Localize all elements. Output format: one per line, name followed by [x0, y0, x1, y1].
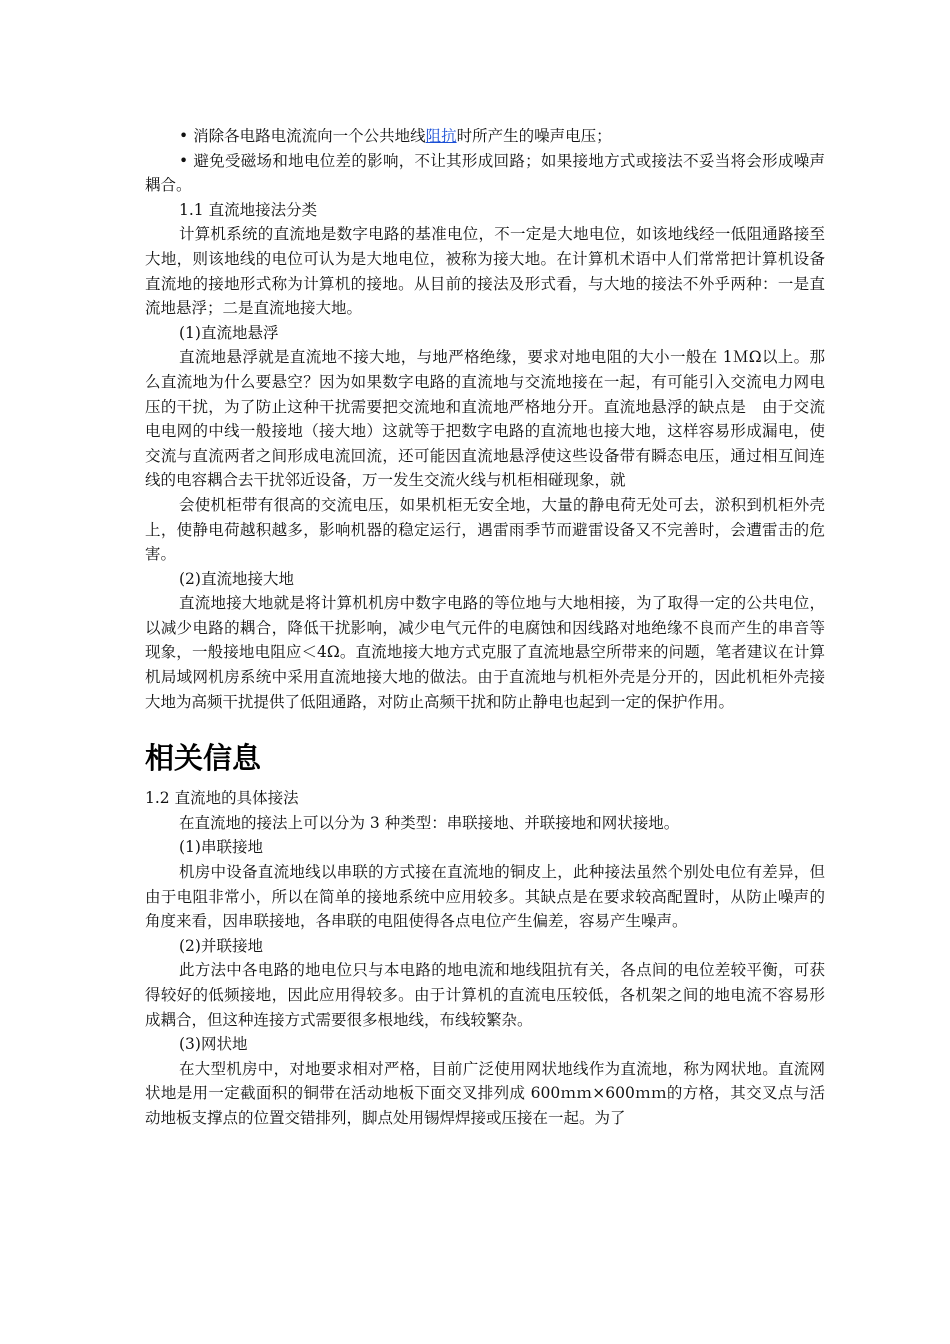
section-1-1-heading: 1.1 直流地接法分类	[179, 200, 318, 219]
series-ground-heading: (1)串联接地	[179, 838, 263, 857]
dc-floating-heading: (1)直流地悬浮	[179, 323, 279, 342]
document-page	[145, 124, 825, 1131]
section-1-1-intro: 计算机系统的直流地是数字电路的基准电位，不一定是大地电位，如该地线经一低阻通路接至大地，则该地线的电位可认为是大地电位，被称为接大地。在计算机术语中人们常常把计算机设备直流地的接地形式称为计算机的接地。从目前的接法及形式看，与大地的接法不外乎两种：一是直流地悬浮；二是直流地接大地。	[145, 225, 825, 318]
section-1-2-intro: 在直流地的接法上可以分为 3 种类型：串联接地、并联接地和网状接地。	[179, 813, 680, 832]
mesh-ground-paragraph: 在大型机房中，对地要求相对严格，目前广泛使用网状地线作为直流地，称为网状地。直流网状地是用一定截面积的铜带在活动地板下面交叉排列成 600ｍｍ×600ｍｍ的方格，其交叉点与活动地板支撑点的位置交错排列，脚点处用锡焊焊接或压接在一起。为了	[145, 1059, 825, 1127]
bullet-1-text: • 消除各电路电流流向一个公共地线	[179, 127, 426, 145]
bullet-1-text-end: 时所产生的噪声电压；	[456, 127, 612, 145]
parallel-ground-heading: (2)并联接地	[179, 936, 263, 955]
section-1-2-heading: 1.2 直流地的具体接法	[145, 789, 299, 808]
dc-floating-paragraph-2: 会使机柜带有很高的交流电压，如果机柜无安全地，大量的静电荷无处可去，淤积到机柜外壳上，使静电荷越积越多，影响机器的稳定运行，遇雷雨季节而避雷设备又不完善时，会遭雷击的危害。	[145, 495, 825, 564]
bullet-noise-voltage	[145, 124, 825, 149]
parallel-ground-paragraph: 此方法中各电路的地电位只与本电路的地电流和地线阻抗有关，各点间的电位差较平衡，可获得较好的低频接地，因此应用得较多。由于计算机的直流电压较低，各机架之间的地电流不容易形成耦合，但这种连接方式需要很多根地线，布线较繁杂。	[145, 961, 825, 1029]
mesh-ground-heading: (3)网状地	[179, 1035, 248, 1054]
dc-earth-paragraph: 直流地接大地就是将计算机机房中数字电路的等位地与大地相接，为了取得一定的公共电位，以减少电路的耦合，降低干扰影响，减少电气元件的电腐蚀和因线路对地绝缘不良而产生的串音等现象，一般接地电阻应＜4Ω。直流地接大地方式克服了直流地悬空所带来的问题，笔者建议在计算机局域网机房系统中采用直流地接大地的做法。由于直流地与机柜外壳是分开的，因此机柜外壳接大地为高频干扰提供了低阻通路，对防止高频干扰和防止静电也起到一定的保护作用。	[145, 594, 825, 711]
dc-floating-paragraph: 直流地悬浮就是直流地不接大地，与地严格绝缘，要求对地电阻的大小一般在 1ＭΩ以上。那么直流地为什么要悬空？因为如果数字电路的直流地与交流地接在一起，有可能引入交流电力网电压的干扰，为了防止这种干扰需要把交流地和直流地严格地分开。直流地悬浮的缺点是 由于交流电电网的中线一般接地（接大地）这就等于把数字电路的直流地也接大地，这样容易形成漏电，使交流与直流两者之间形成电流回流，还可能因直流地悬浮使这些设备带有瞬态电压，通过相互间连线的电容耦合去干扰邻近设备，万一发生交流火线与机柜相碰现象，就	[145, 348, 825, 490]
related-info-heading: 相关信息	[145, 741, 262, 776]
dc-earth-heading: (2)直流地接大地	[179, 569, 294, 588]
bullet-magnetic-field: • 避免受磁场和地电位差的影响，不让其形成回路；如果接地方式或接法不妥当将会形成噪声耦合。	[145, 151, 825, 195]
impedance-link[interactable]: 阻抗	[425, 127, 457, 145]
series-ground-paragraph: 机房中设备直流地线以串联的方式接在直流地的铜皮上，此种接法虽然个别处电位有差异，但由于电阻非常小，所以在简单的接地系统中应用较多。其缺点是在要求较高配置时，从防止噪声的角度来看，因串联接地，各串联的电阻使得各点电位产生偏差，容易产生噪声。	[145, 863, 825, 931]
